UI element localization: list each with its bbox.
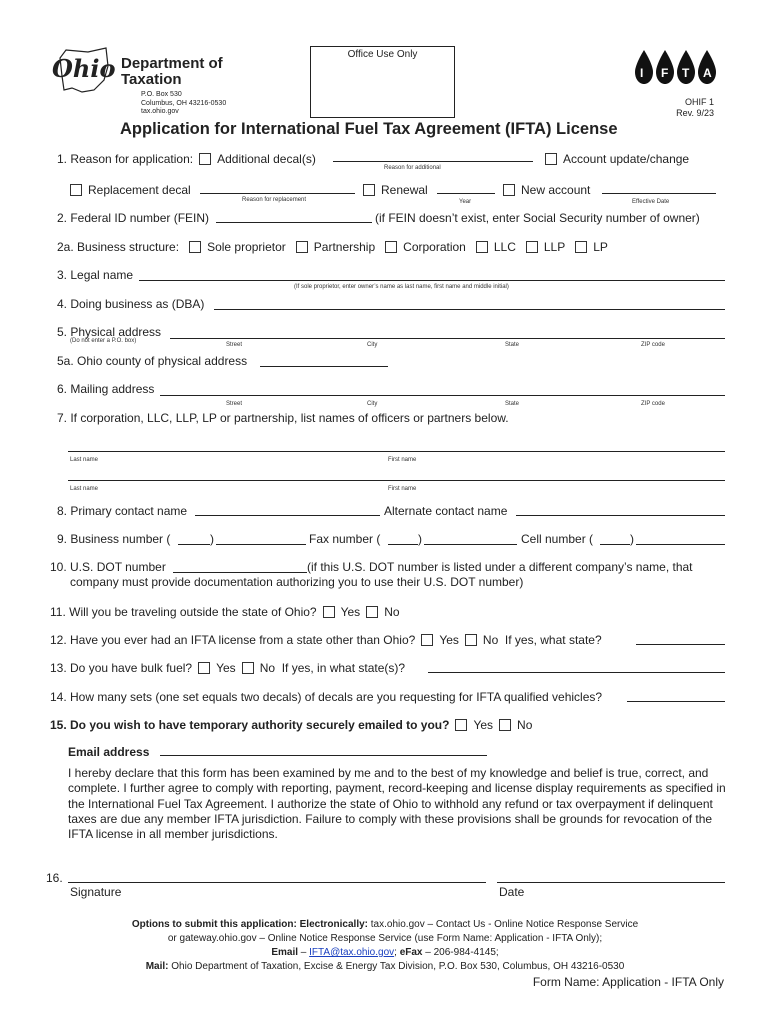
account-update-label: Account update/change [563,152,690,166]
address-line1: P.O. Box 530 [141,91,182,98]
footer-line4 [60,960,710,973]
q6-state-caption: State [505,401,520,407]
ohio-logo [48,46,120,96]
q9-fax-label: Fax number ( [309,532,381,546]
declaration-text: I hereby declare that this form has been examined by me and to the best of my knowledge and belief is true, correct, and complete. I further agree to comply with reporting, payment, record-keeping and license display requirements as specified in the International Fuel Tax Agreement. I authorize the state of Ohio to withhold any refund or tax overpayment if delinquent taxes are due any member IFTA jurisdiction. Failure to comply with these provisions shall be grounds for revocation of the IFTA license in all member jurisdictions. [68,766,726,842]
email-authority-yes-checkbox[interactable] [455,719,467,731]
effective-date-caption: Effective Date [632,199,670,205]
dept-line1: Department of [121,55,223,72]
q5-state-caption: State [505,342,520,348]
form-code [660,97,714,119]
email-authority-yes-label: Yes [473,718,494,732]
llp-label: LLP [543,240,566,254]
replacement-decal-label: Replacement decal [88,183,191,197]
date-field[interactable] [497,882,725,883]
email-authority-no-checkbox[interactable] [499,719,511,731]
bulk-fuel-no-label: No [259,661,276,675]
officer-row2-last-caption: Last name [70,486,99,492]
corporation-label: Corporation [403,240,466,254]
signature-field[interactable] [68,882,486,883]
dept-address [141,91,226,117]
bulk-fuel-no-checkbox[interactable] [242,662,254,674]
footer-email-dash: – [298,947,310,958]
footer-line3 [60,946,710,959]
replacement-reason-caption: Reason for replacement [242,197,307,203]
ifta-letter-t: T [682,66,690,80]
sole-proprietor-label: Sole proprietor [207,240,286,254]
q2a-label: 2a. Business structure: [57,240,180,254]
q2-note: (if FEIN doesn’t exist, enter Social Security number of owner) [375,211,700,225]
q13-label: 13. Do you have bulk fuel? [50,661,193,675]
corporation-checkbox[interactable] [385,241,397,253]
prior-license-yes-checkbox[interactable] [421,634,433,646]
officer-row1-first-caption: First name [388,457,417,463]
renewal-checkbox[interactable] [363,184,375,196]
q10-note1: (if this U.S. DOT number is listed under a different company’s name, that [307,560,693,574]
office-use-box [310,46,455,118]
mailing-address-field[interactable] [160,395,725,396]
q8-alt-label: Alternate contact name [384,504,508,518]
q11-row [50,605,400,619]
footer-efax-bold: eFax [399,947,423,958]
llc-checkbox[interactable] [476,241,488,253]
prior-license-no-checkbox[interactable] [465,634,477,646]
decal-sets-field[interactable] [627,701,725,702]
partnership-label: Partnership [313,240,376,254]
q9-business-close: ) [210,532,214,546]
dot-number-field[interactable] [173,572,307,573]
q5-label: 5. Physical address [57,325,162,339]
office-use-label: Office Use Only [347,49,418,60]
cell-area-code-field[interactable] [600,544,630,545]
footer-line1 [60,918,710,931]
llp-checkbox[interactable] [526,241,538,253]
prior-license-yes-label: Yes [439,633,459,647]
q2a-row [57,240,608,254]
form-name: Form Name: Application - IFTA Only [532,975,724,989]
officer-row1-field[interactable] [68,451,725,452]
alternate-contact-field[interactable] [516,515,725,516]
q3-label: 3. Legal name [57,268,134,282]
q5-street-caption: Street [226,342,243,348]
q2-label: 2. Federal ID number (FEIN) [57,211,210,225]
account-update-checkbox[interactable] [545,153,557,165]
q5-zip-caption: ZIP code [641,342,665,348]
q6-city-caption: City [367,401,378,407]
travel-no-label: No [384,605,400,619]
replacement-decal-checkbox[interactable] [70,184,82,196]
email-address-field[interactable] [160,755,487,756]
q9-cell-label: Cell number ( [521,532,594,546]
primary-contact-field[interactable] [195,515,380,516]
travel-yes-checkbox[interactable] [323,606,335,618]
signature-caption: Signature [70,885,122,899]
footer-efax-sep: ; [394,947,400,958]
footer-efax-rest: – 206-984-4145; [422,947,499,958]
prior-license-no-label: No [482,633,499,647]
q11-label: 11. Will you be traveling outside the state of Ohio? [50,605,317,619]
lp-checkbox[interactable] [575,241,587,253]
additional-decal-checkbox[interactable] [199,153,211,165]
q1-row-a [57,152,316,166]
q15-label: 15. Do you wish to have temporary authority securely emailed to you? [50,718,450,732]
q6-zip-caption: ZIP code [641,401,665,407]
ifta-letter-a: A [703,66,712,80]
q12-row [50,633,602,647]
q4-label: 4. Doing business as (DBA) [57,297,205,311]
q9-business-label: 9. Business number ( [57,532,171,546]
renewal-year-caption: Year [459,199,472,205]
footer-options-bold: Options to submit this application: Electronically: [131,919,368,930]
footer-email-bold: Email [271,947,299,958]
q13-row [50,661,405,675]
renewal-year-field[interactable] [437,193,495,194]
q1-new-option [497,183,590,197]
q1-row-b [64,183,191,197]
email-authority-no-label: No [517,718,533,732]
fax-number-field[interactable] [424,544,517,545]
cell-number-field[interactable] [636,544,725,545]
dept-line2: Taxation [121,71,182,88]
additional-reason-field[interactable] [333,161,533,162]
address-line2: Columbus, OH 43216-0530 [141,99,227,107]
physical-address-field[interactable] [170,338,725,339]
q5-note: (Do not enter a P.O. box) [70,338,137,344]
additional-decal-label: Additional decal(s) [217,152,316,166]
officer-row1-last-caption: Last name [70,457,99,463]
business-area-code-field[interactable] [178,544,210,545]
email-address-label: Email address [68,745,150,759]
lp-label: LP [593,240,608,254]
q9-fax-close: ) [418,532,422,546]
q9-cell-close: ) [630,532,634,546]
q1-renewal-option [357,183,428,197]
sole-proprietor-checkbox[interactable] [189,241,201,253]
q1-account-option [539,152,689,166]
ifta-logo [633,46,719,88]
q15-row [50,718,532,732]
officer-row2-first-caption: First name [388,486,417,492]
footer-line2: or gateway.ohio.gov – Online Notice Response Service (use Form Name: Application - IFTA Only); [167,933,603,944]
bulk-fuel-yes-label: Yes [216,661,236,675]
fein-field[interactable] [216,222,372,223]
q13-follow: If yes, in what state(s)? [281,661,406,675]
travel-yes-label: Yes [340,605,361,619]
county-field[interactable] [260,366,388,367]
q14-label: 14. How many sets (one set equals two decals) of decals are you requesting for IFTA qualified vehicles? [50,690,603,704]
address-line3: tax.ohio.gov [141,108,179,115]
partnership-checkbox[interactable] [296,241,308,253]
q12-follow: If yes, what state? [504,633,602,647]
llc-label: LLC [493,240,516,254]
effective-date-field[interactable] [602,193,716,194]
q12-label: 12. Have you ever had an IFTA license from a state other than Ohio? [50,633,416,647]
additional-reason-caption: Reason for additional [384,165,441,171]
q7-label: 7. If corporation, LLC, LLP, LP or partnership, list names of officers or partners below. [57,411,509,425]
replacement-reason-field[interactable] [200,193,355,194]
page-title: Application for International Fuel Tax Agreement (IFTA) License [120,120,618,138]
ifta-email-link[interactable]: IFTA@tax.ohio.gov [309,947,395,958]
q8-label: 8. Primary contact name [57,504,188,518]
q10-label: 10. U.S. DOT number [50,560,166,574]
prior-license-state-field[interactable] [636,644,725,645]
bulk-fuel-states-field[interactable] [428,672,725,673]
ohio-logo-text: Ohio [52,54,116,83]
form-code-text: OHIF 1 [684,97,714,107]
new-account-checkbox[interactable] [503,184,515,196]
officer-row2-field[interactable] [68,480,725,481]
q6-street-caption: Street [226,401,243,407]
footer-options-rest: tax.ohio.gov – Contact Us - Online Notice Response Service [368,919,639,930]
ifta-letter-i: I [640,66,644,80]
q10-note2: company must provide documentation authorizing you to use their U.S. DOT number) [70,575,524,589]
bulk-fuel-yes-checkbox[interactable] [198,662,210,674]
new-account-label: New account [521,183,591,197]
legal-name-caption: (If sole proprietor, enter owner’s name as last name, first name and middle initial) [294,284,509,290]
q1-label: 1. Reason for application: [57,152,194,166]
fax-area-code-field[interactable] [388,544,418,545]
dba-field[interactable] [214,309,725,310]
renewal-label: Renewal [381,183,428,197]
footer-mail-bold: Mail: [145,961,169,972]
business-number-field[interactable] [216,544,306,545]
q6-label: 6. Mailing address [57,382,155,396]
date-caption: Date [499,885,525,899]
footer-mail-rest: Ohio Department of Taxation, Excise & Energy Tax Division, P.O. Box 530, Columbus, OH 43216-0530 [168,961,625,972]
legal-name-field[interactable] [139,280,725,281]
travel-no-checkbox[interactable] [366,606,378,618]
ifta-letter-f: F [661,66,669,80]
q5-city-caption: City [367,342,378,348]
q5a-label: 5a. Ohio county of physical address [57,354,248,368]
q16-number: 16. [46,871,63,885]
form-rev-text: Rev. 9/23 [676,108,714,118]
